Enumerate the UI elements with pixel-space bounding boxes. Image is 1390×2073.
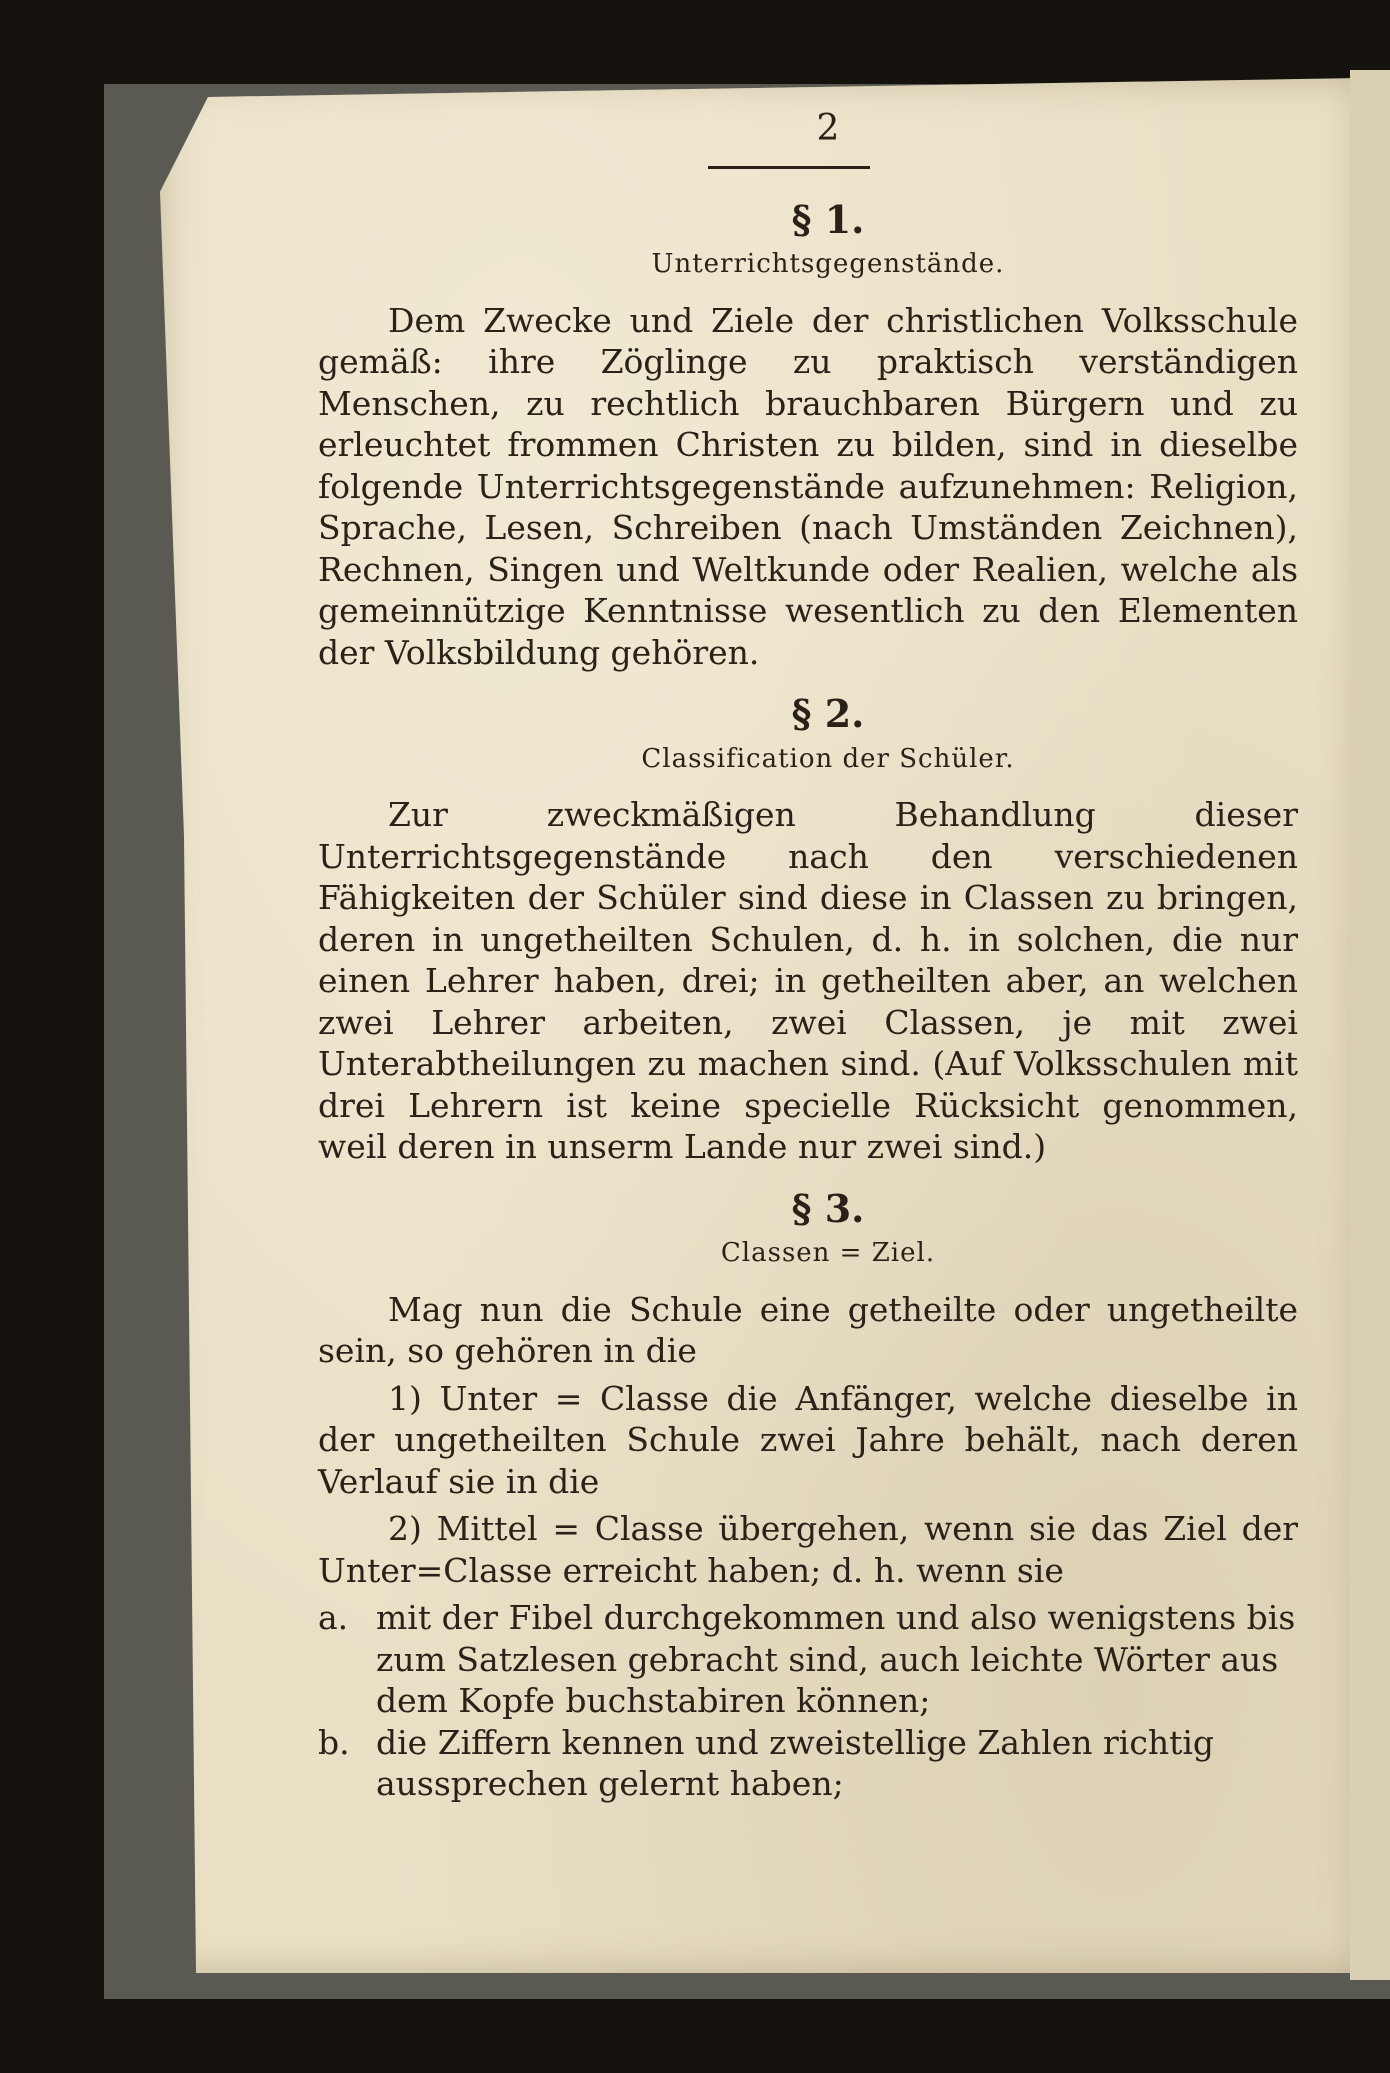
sub-item-b [318,1722,1298,1805]
section-1 [318,196,1298,674]
sub-item-a [318,1597,1298,1722]
sub-item-mark: a. [318,1598,349,1637]
list-item-2: 2) Mittel = Classe übergehen, wenn sie das Ziel der Unter=Classe erreicht haben; d. h. wenn sie [318,1509,1298,1590]
sub-item-text: mit der Fibel durchgekommen und also wenigstens bis zum Satzlesen gebracht sind, auch leichte Wörter aus dem Kopfe buchstabiren können; [376,1598,1296,1720]
page-text [318,100,1298,1805]
section-heading: § 1. [791,196,865,242]
section-subtitle: Unterrichtsgegenstände. [651,249,1005,279]
section-heading: § 2. [791,691,865,736]
section-heading: § 3. [791,1185,865,1231]
header-rule [708,166,870,169]
section-subtitle: Classen = Ziel. [720,1238,936,1268]
list-item-1: 1) Unter = Classe die Anfänger, welche dieselbe in der ungetheilten Schule zwei Jahre behält, nach deren Verlauf sie in die [318,1378,1298,1501]
section-3 [318,1185,1298,1805]
page-number: 2 [816,108,840,149]
sub-item-text: die Ziffern kennen und zweistellige Zahlen richtig aussprechen gelernt haben; [376,1722,1215,1803]
sub-item-mark: b. [318,1722,350,1762]
section-paragraph: Dem Zwecke und Ziele der christlichen Volksschule gemäß: ihre Zöglinge zu praktisch verständigen Menschen, zu rechtlich brauchbaren Bürgern und zu erleuchtet frommen Christen zu bilden, sind in dieselbe folgende Unterrichtsgegenstände aufzunehmen: Religion, Sprache, Lesen, Schreiben (nach Umständen Zeichnen), Rechnen, Singen und Weltkunde oder Realien, welche als gemeinnützige Kenntnisse wesentlich zu den Elementen der Volksbildung gehören. [318,300,1298,672]
section-paragraph: Mag nun die Schule eine getheilte oder ungetheilte sein, so gehören in die [318,1289,1298,1370]
section-paragraph: Zur zweckmäßigen Behandlung dieser Unterrichtsgegenstände nach den verschiedenen Fähigkeiten der Schüler sind diese in Classen zu bringen, deren in ungetheilten Schulen, d. h. in solchen, die nur einen Lehrer haben, drei; in getheilten aber, an welchen zwei Lehrer arbeiten, zwei Classen, je mit zwei Unterabtheilungen zu machen sind. (Auf Volksschulen mit drei Lehrern ist keine specielle Rücksicht genommen, weil deren in unserm Lande nur zwei sind.) [318,795,1298,1166]
section-2 [318,693,1298,1168]
section-subtitle: Classification der Schüler. [641,743,1015,774]
next-leaf-edge [1350,70,1390,1980]
